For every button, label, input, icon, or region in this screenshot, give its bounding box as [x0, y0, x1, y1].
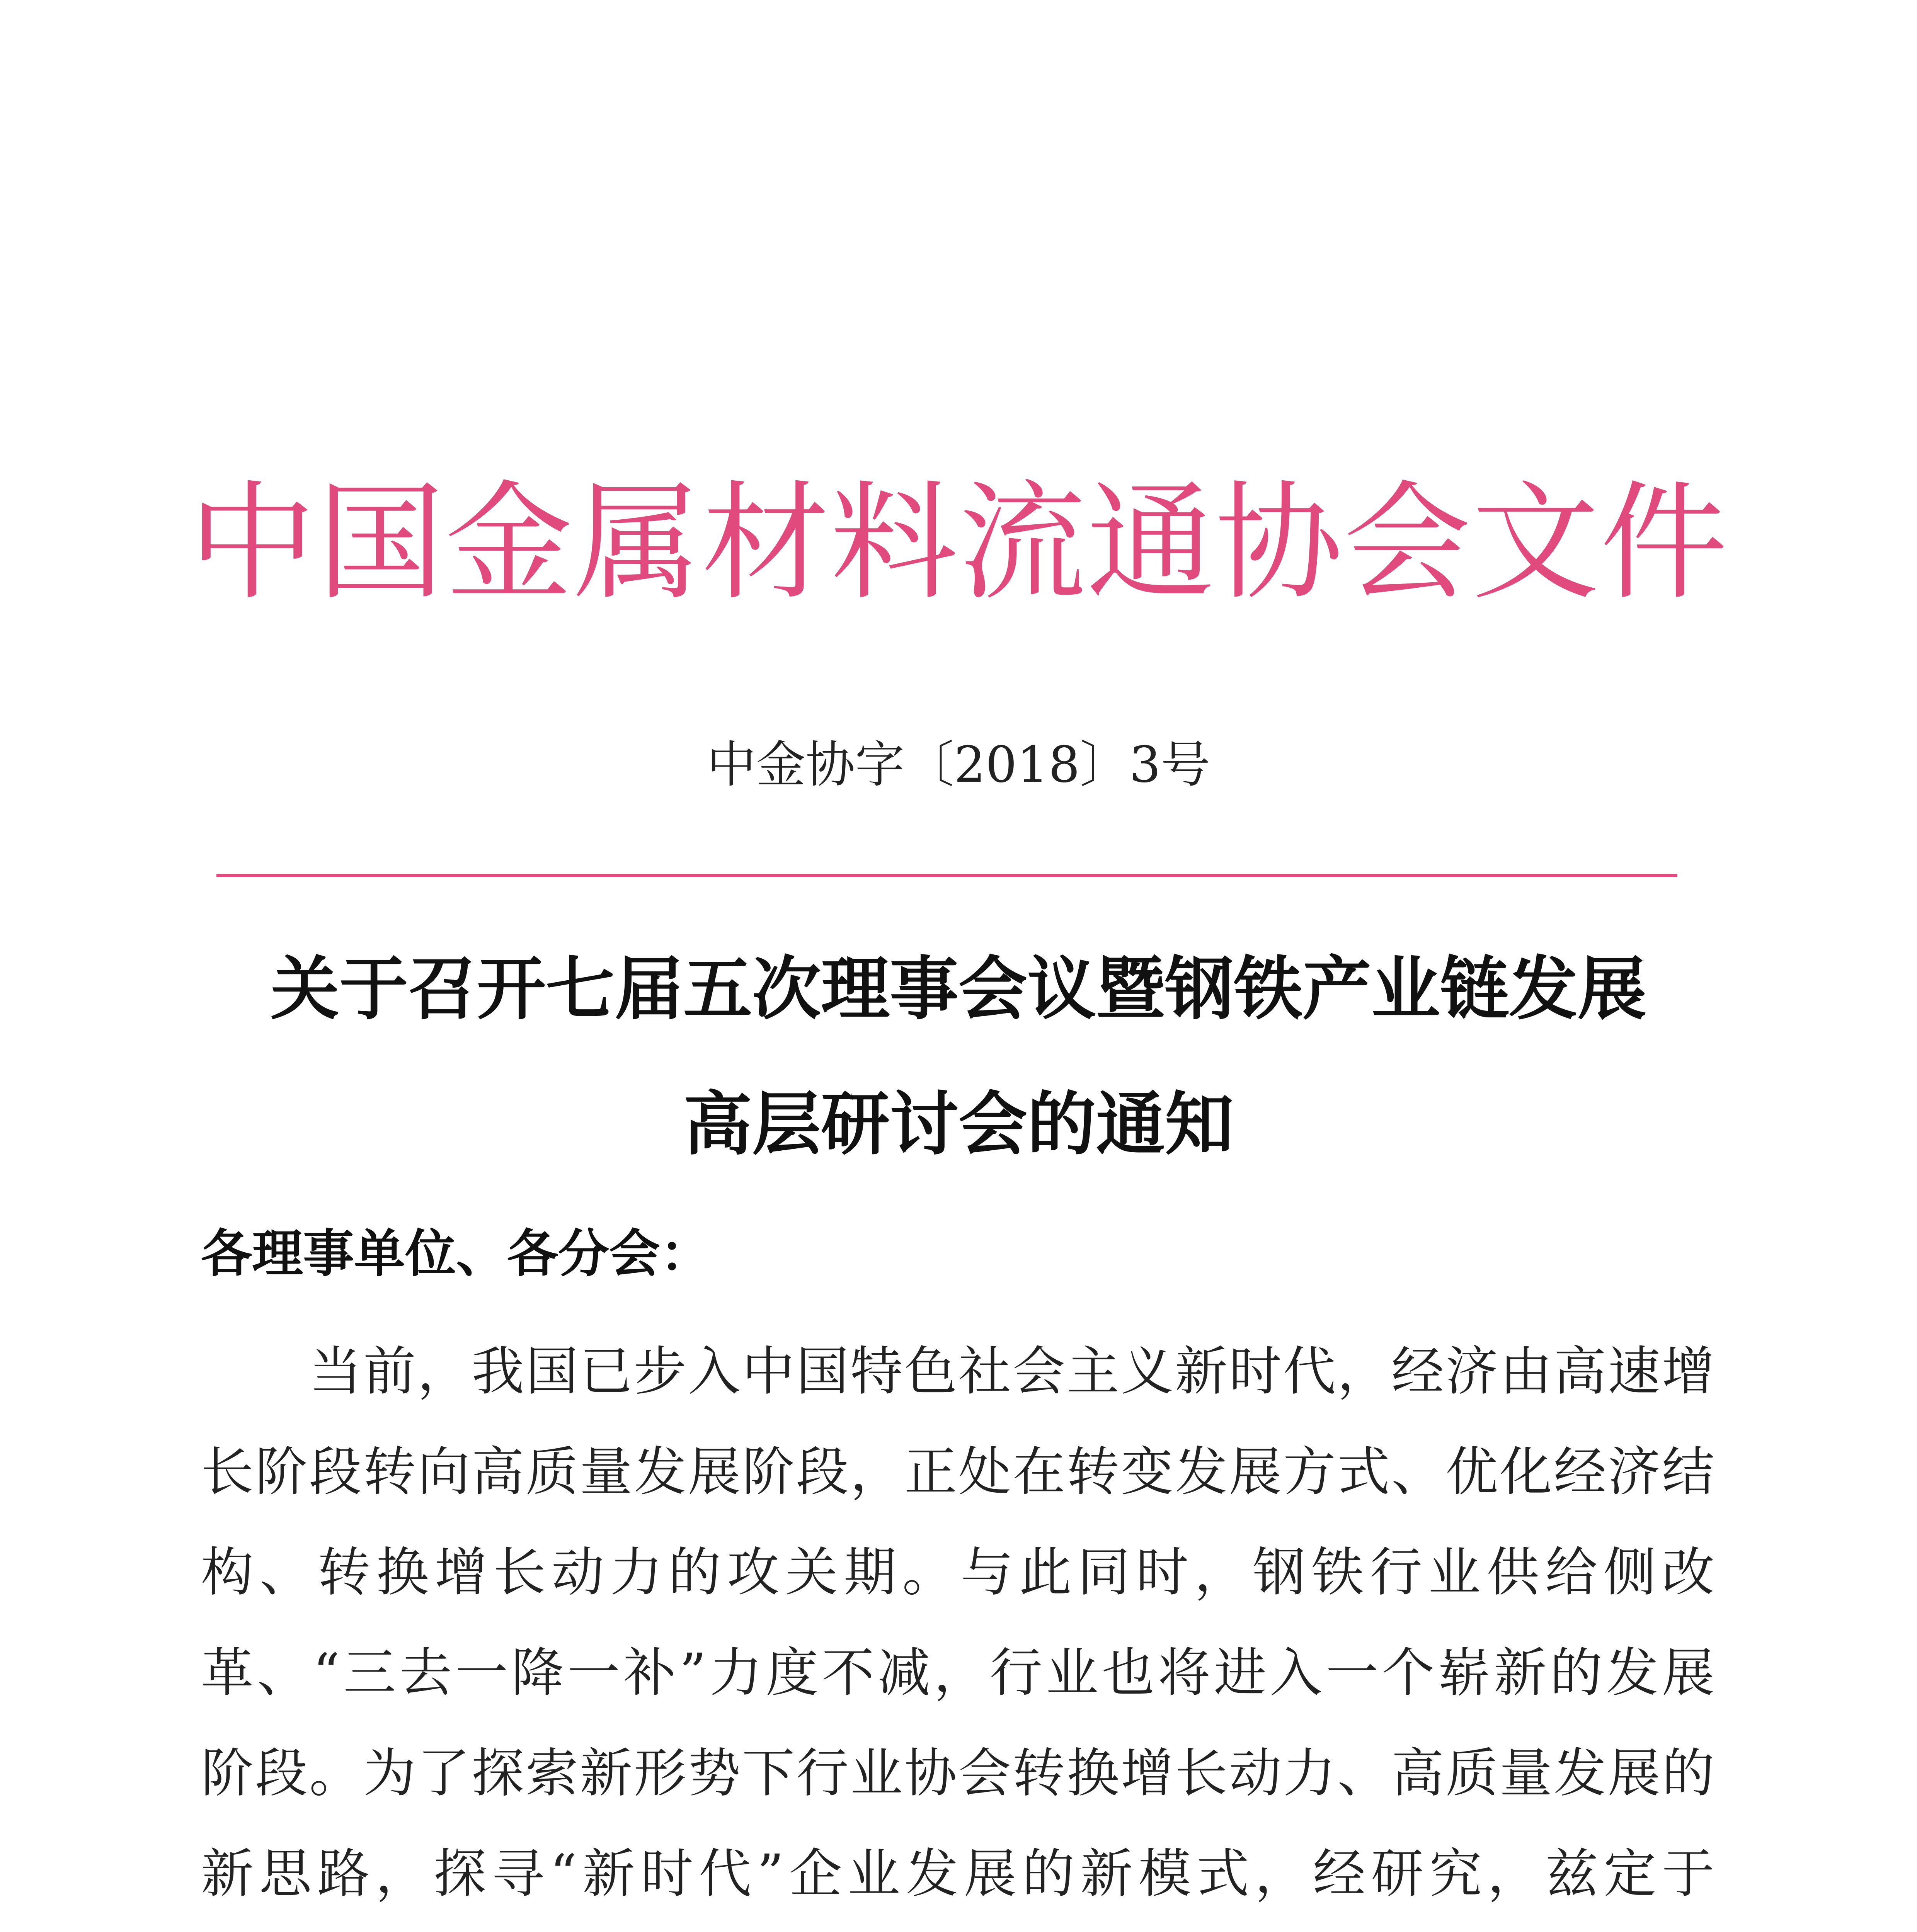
notice-title-line-1: 关于召开七届五次理事会议暨钢铁产业链发展: [271, 949, 1646, 1029]
red-separator-line: [216, 874, 1677, 877]
document-number: 中金协字〔2018〕3号: [707, 736, 1210, 794]
body-paragraph: 当前，我国已步入中国特色社会主义新时代，经济由高速增长阶段转向高质量发展阶段，正处在转变发展方式、优化经济结构、转换增长动力的攻关期。与此同时，钢铁行业供给侧改革、“三去一降一补”力度不减，行业也将进入一个崭新的发展阶段。为了探索新形势下行业协会转换增长动力、高质量发展的新思路，探寻“新时代”企业发展的新模式，经研究，兹定于: [201, 1341, 1716, 1905]
salutation: 各理事单位、各分会：: [201, 1224, 711, 1284]
document-masthead: 中国金属材料流通协会文件: [189, 469, 1728, 617]
notice-title-line-2: 高层研讨会的通知: [683, 1084, 1234, 1164]
